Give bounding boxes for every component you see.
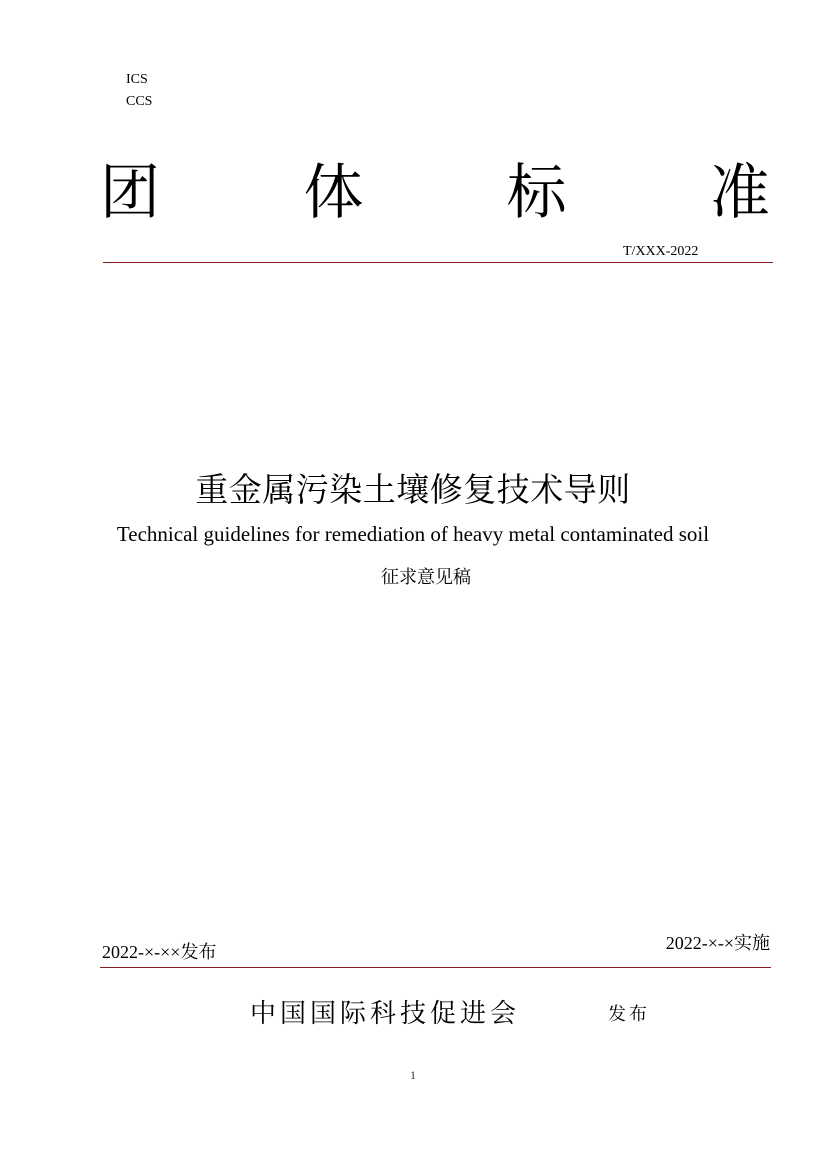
standard-type-char: 标 bbox=[506, 158, 567, 228]
implement-date-value: 2022-×-× bbox=[665, 933, 734, 953]
publisher-name: 中国国际科技促进会 bbox=[250, 999, 521, 1029]
publish-date-value: 2022-×-×× bbox=[102, 942, 181, 962]
publish-date bbox=[102, 940, 216, 965]
top-divider bbox=[103, 262, 773, 263]
standard-type-char: 团 bbox=[100, 158, 160, 228]
publish-date-suffix: 发布 bbox=[180, 942, 217, 963]
ics-code-label: ICS bbox=[126, 72, 148, 87]
standard-type-heading bbox=[100, 158, 770, 228]
implement-date-suffix: 实施 bbox=[734, 933, 770, 954]
publisher-suffix: 发布 bbox=[608, 1004, 650, 1025]
standard-type-char: 准 bbox=[709, 158, 770, 228]
bottom-divider bbox=[100, 967, 771, 968]
standard-number: T/XXX-2022 bbox=[623, 244, 699, 259]
implement-date bbox=[666, 931, 770, 956]
document-title-en: Technical guidelines for remediation of heavy metal contaminated soil bbox=[116, 522, 710, 546]
page-number: 1 bbox=[410, 1068, 416, 1082]
document-title-cn: 重金属污染土壤修复技术导则 bbox=[195, 470, 631, 509]
ccs-code-label: CCS bbox=[126, 94, 153, 109]
standard-type-char: 体 bbox=[303, 158, 364, 228]
draft-status-label: 征求意见稿 bbox=[381, 567, 471, 588]
